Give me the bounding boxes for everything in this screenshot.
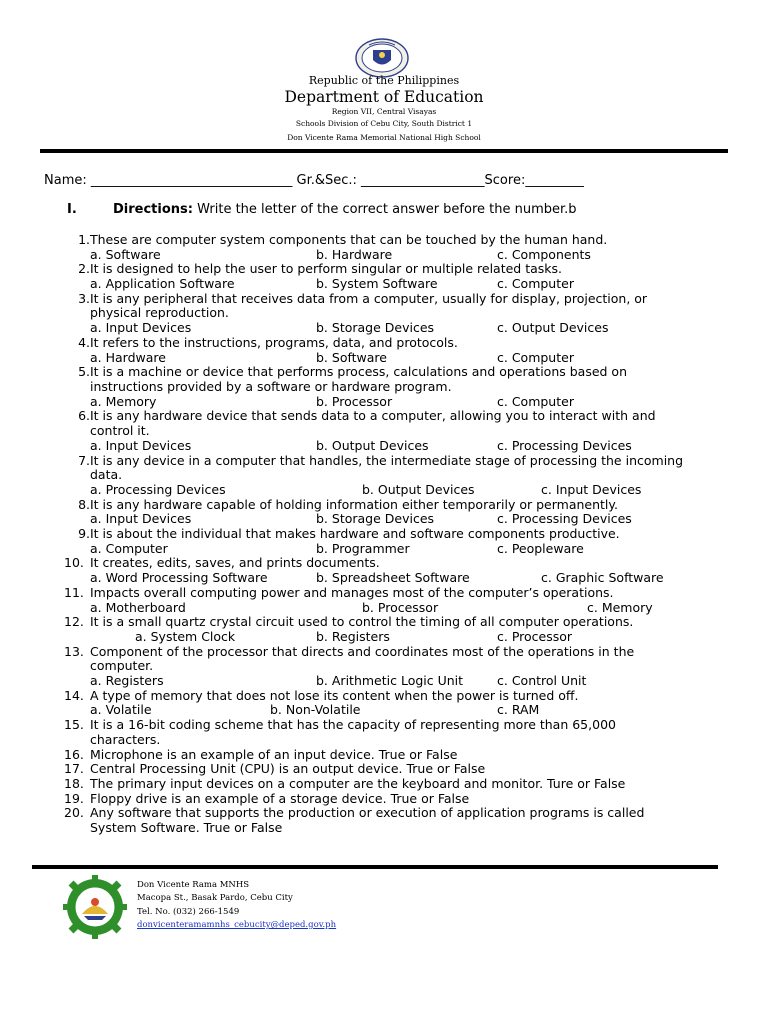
- answer-option: b. System Software: [316, 276, 438, 292]
- footer-email-link[interactable]: donvicenteramamnhs_cebucity@deped.gov.ph: [137, 920, 337, 930]
- question-text: instructions provided by a software or hardware program.: [90, 378, 452, 394]
- deped-seal-icon: [355, 38, 409, 78]
- footer-address: Macopa St., Basak Pardo, Cebu City: [137, 893, 293, 903]
- answer-option: b. Programmer: [316, 540, 410, 556]
- question-text: These are computer system components that can be touched by the human hand.: [90, 232, 608, 247]
- answer-option: c. Computer: [497, 393, 574, 409]
- footer-rule: [32, 865, 718, 869]
- answer-option: c. Processor: [497, 628, 573, 644]
- question-text: It is about the individual that makes hardware and software components productive.: [90, 526, 620, 541]
- question-number: 18.: [64, 775, 84, 791]
- student-info-line: Name: _______________________________ Gr.&Sec.: ___________________Score:_________: [44, 173, 584, 188]
- question-text: Any software that supports the production or execution of application programs is called: [90, 805, 645, 821]
- question-number: 8.: [78, 496, 90, 512]
- region-line: Region VII, Central Visayas: [331, 107, 437, 116]
- question-number: 12.: [64, 614, 84, 630]
- question-text: Impacts overall computing power and manages most of the computer’s operations.: [90, 584, 614, 600]
- answer-option: b. Arithmetic Logic Unit: [316, 673, 464, 688]
- answer-option: c. Input Devices: [541, 481, 642, 497]
- answer-option: a. Motherboard: [90, 599, 186, 615]
- question-number: 14.: [64, 687, 84, 703]
- question-text: It is any device in a computer that handles, the intermediate stage of processing the incoming: [90, 452, 684, 468]
- answer-option: b. Output Devices: [362, 481, 475, 497]
- answer-option: c. Processing Devices: [497, 511, 632, 527]
- question-number: 5.: [78, 364, 90, 380]
- question-number: 10.: [64, 555, 84, 571]
- answer-option: b. Storage Devices: [316, 320, 435, 336]
- directions: [67, 202, 577, 217]
- answer-option: a. Memory: [90, 393, 157, 409]
- question-number: 7.: [78, 452, 90, 468]
- question-text: It refers to the instructions, programs, data, and protocols.: [90, 334, 458, 350]
- answer-option: a. Input Devices: [90, 320, 192, 336]
- section-number: I.: [67, 202, 77, 217]
- question-text: It is any peripheral that receives data from a computer, usually for display, projection, or: [90, 290, 648, 306]
- footer-school: Don Vicente Rama MNHS: [137, 880, 250, 890]
- answer-option: a. Volatile: [90, 702, 152, 718]
- question-text: physical reproduction.: [90, 305, 229, 321]
- answer-option: a. Hardware: [90, 349, 166, 365]
- question-number: 20.: [64, 805, 84, 821]
- question-number: 16.: [64, 746, 84, 762]
- answer-option: a. Software: [90, 246, 161, 262]
- question-number: 15.: [64, 717, 84, 733]
- question-text: control it.: [90, 423, 150, 439]
- question-text: It is a small quartz crystal circuit used to control the timing of all computer operations.: [90, 614, 634, 630]
- answer-option: a. Input Devices: [90, 511, 192, 527]
- question-text: Component of the processor that directs and coordinates most of the operations in the: [90, 643, 635, 659]
- answer-option: a. Input Devices: [90, 437, 192, 453]
- school-logo-icon: [62, 874, 128, 940]
- header-rule: [40, 149, 728, 153]
- question-text: The primary input devices on a computer are the keyboard and monitor. Ture or False: [90, 775, 626, 791]
- question-text: Microphone is an example of an input device. True or False: [90, 746, 458, 762]
- answer-option: a. Computer: [90, 540, 168, 556]
- question-text: A type of memory that does not lose its content when the power is turned off.: [90, 687, 579, 703]
- answer-option: b. Hardware: [316, 246, 393, 262]
- answer-option: c. Components: [497, 246, 591, 262]
- answer-option: c. RAM: [497, 702, 540, 718]
- directions-label: Directions:: [113, 202, 193, 217]
- answer-option: c. Graphic Software: [541, 570, 664, 586]
- question-number: 13.: [64, 643, 84, 659]
- answer-option: b. Non-Volatile: [270, 702, 361, 718]
- question-text: It is designed to help the user to perform singular or multiple related tasks.: [90, 261, 563, 277]
- department-title: Department of Education: [284, 88, 484, 106]
- question-text: Floppy drive is an example of a storage device. True or False: [90, 790, 470, 806]
- footer-tel: Tel. No. (032) 266-1549: [137, 907, 240, 917]
- answer-option: b. Storage Devices: [316, 511, 435, 527]
- answer-option: c. Peopleware: [497, 540, 584, 556]
- question-number: 1.: [78, 232, 90, 247]
- answer-option: c. Memory: [587, 599, 653, 615]
- school-line: Don Vicente Rama Memorial National High School: [287, 133, 481, 142]
- answer-option: a. System Clock: [135, 628, 236, 644]
- question-number: 6.: [78, 408, 90, 424]
- answer-option: a. Processing Devices: [90, 481, 226, 497]
- directions-text: Write the letter of the correct answer before the number.b: [192, 202, 577, 217]
- answer-option: b. Software: [316, 349, 387, 365]
- question-number: 19.: [64, 790, 84, 806]
- question-number: 4.: [78, 334, 90, 350]
- question-number: 2.: [78, 261, 90, 277]
- answer-option: c. Output Devices: [497, 320, 609, 336]
- question-text: It is a 16-bit coding scheme that has the capacity of representing more than 65,000: [90, 717, 616, 733]
- question-text: Central Processing Unit (CPU) is an output device. True or False: [90, 761, 486, 777]
- question-number: 9.: [78, 526, 90, 541]
- question-text: characters.: [90, 731, 161, 747]
- division-line: Schools Division of Cebu City, South District 1: [295, 119, 473, 128]
- answer-option: b. Processor: [362, 599, 439, 615]
- question-text: It creates, edits, saves, and prints documents.: [90, 555, 380, 571]
- question-text: It is any hardware device that sends data to a computer, allowing you to interact with and: [90, 408, 656, 424]
- question-text: data.: [90, 467, 123, 483]
- answer-option: b. Processor: [316, 393, 393, 409]
- answer-option: b. Output Devices: [316, 437, 429, 453]
- question-text: computer.: [90, 658, 154, 674]
- question-number: 11.: [64, 584, 84, 600]
- answer-option: a. Registers: [90, 673, 164, 688]
- answer-option: c. Computer: [497, 349, 574, 365]
- answer-option: c. Computer: [497, 276, 574, 292]
- republic-line: Republic of the Philippines: [308, 74, 460, 87]
- answer-option: c. Control Unit: [497, 673, 587, 688]
- question-text: It is a machine or device that performs process, calculations and operations based on: [90, 364, 627, 380]
- answer-option: b. Registers: [316, 628, 390, 644]
- answer-option: a. Application Software: [90, 276, 235, 292]
- answer-option: b. Spreadsheet Software: [316, 570, 470, 586]
- question-number: 17.: [64, 761, 84, 777]
- answer-option: a. Word Processing Software: [90, 570, 268, 586]
- question-text: System Software. True or False: [90, 819, 283, 835]
- question-text: It is any hardware capable of holding information either temporarily or permanently.: [90, 496, 618, 512]
- question-number: 3.: [78, 290, 90, 306]
- answer-option: c. Processing Devices: [497, 437, 632, 453]
